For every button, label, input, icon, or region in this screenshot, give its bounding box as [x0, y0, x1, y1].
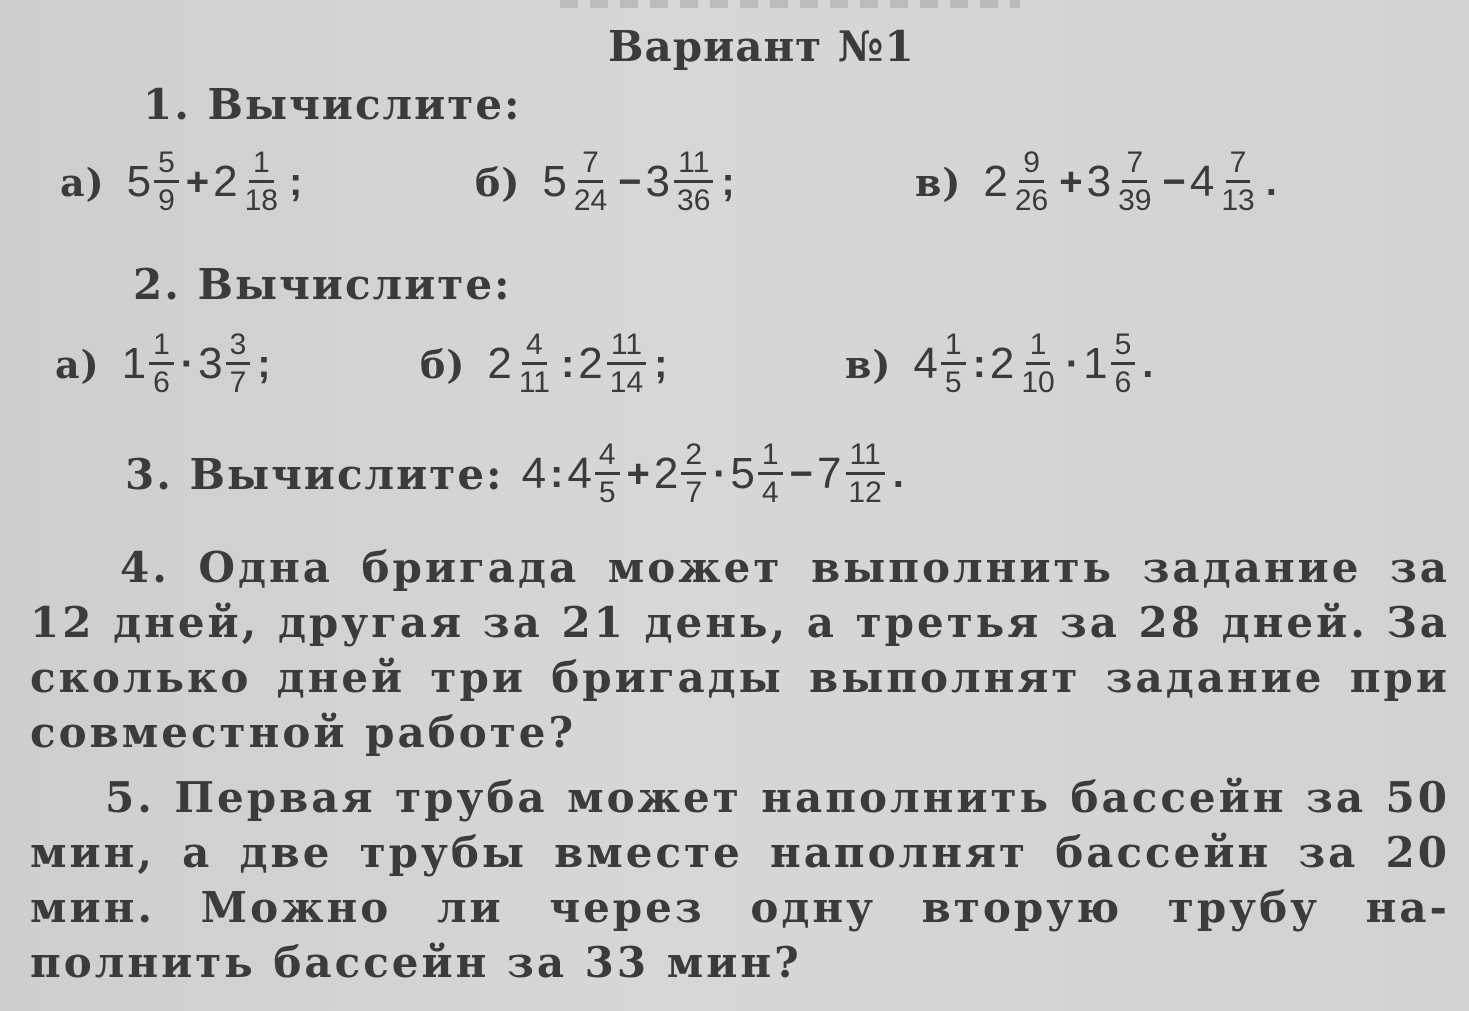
operator: : [972, 341, 986, 386]
operator: · [180, 341, 195, 386]
punctuation: ; [289, 159, 303, 204]
fraction: $\frac{7}{24}$ [573, 146, 608, 217]
task4-paragraph [30, 540, 1450, 760]
task1-c [915, 148, 1281, 216]
operator: + [1059, 159, 1083, 204]
task2-b [420, 330, 671, 398]
item-letter: в) [845, 341, 892, 387]
task1-heading: 1. Вычислите: [143, 80, 522, 129]
fraction: $\frac{1}{4}$ [758, 440, 783, 508]
fraction: $\frac{1}{10}$ [1021, 328, 1055, 399]
task2-c [845, 330, 1157, 398]
task4-number: 4. [120, 543, 170, 592]
fraction: $\frac{3}{7}$ [226, 330, 251, 398]
operator: − [789, 451, 813, 496]
operator: : [550, 451, 564, 496]
whole-number: 5 [730, 449, 755, 498]
fraction: $\frac{7}{13}$ [1221, 146, 1255, 217]
item-letter: б) [475, 159, 521, 205]
fraction: $\frac{1}{18}$ [244, 146, 278, 217]
task5-text: Первая труба может наполнить бассейн за 50 мин, а две трубы вместе наполнят бассейн за 20 мин. Можно ли через одну вторую трубу на-полнить бассейн за 33 мин? [30, 773, 1450, 987]
fraction: $\frac{4}{11}$ [518, 328, 550, 399]
task5-number: 5. [105, 773, 155, 822]
operator: : [560, 341, 575, 386]
task1-a [60, 148, 306, 216]
whole-number: 1 [1083, 339, 1108, 388]
fraction: $\frac{5}{6}$ [1111, 330, 1136, 398]
fraction: $\frac{11}{12}$ [844, 440, 885, 508]
item-letter: а) [60, 159, 105, 205]
operator: + [185, 159, 210, 204]
whole-number: 3 [645, 157, 671, 206]
fraction: $\frac{4}{5}$ [595, 440, 620, 508]
task1-b [475, 148, 739, 216]
task5-paragraph [30, 770, 1450, 990]
whole-number: 5 [542, 157, 567, 206]
fraction: $\frac{11}{14}$ [606, 330, 647, 398]
whole-number: 2 [983, 157, 1008, 206]
task2-a [55, 330, 275, 398]
operator: · [1065, 341, 1080, 386]
task4-text: Одна бригада может выполнить задание за 12 дней, другая за 21 день, а третья за 28 дней. За сколько дней три бригады выполнят задание при совместной работе? [30, 543, 1451, 757]
fraction: $\frac{5}{9}$ [154, 148, 179, 216]
operator: − [618, 159, 642, 204]
item-letter: в) [915, 159, 962, 205]
fraction: $\frac{11}{36}$ [673, 148, 714, 216]
whole-number: 3 [198, 339, 223, 388]
whole-number: 5 [126, 157, 152, 206]
operator: + [626, 451, 650, 496]
whole-number: 4 [521, 449, 547, 498]
whole-number: 2 [989, 339, 1015, 388]
punctuation: . [1265, 159, 1277, 204]
fraction: $\frac{1}{5}$ [941, 330, 966, 398]
fraction: $\frac{2}{7}$ [681, 440, 706, 508]
punctuation: ; [721, 159, 735, 204]
item-letter: б) [420, 341, 466, 387]
task3 [125, 440, 908, 508]
punctuation: . [1142, 341, 1154, 386]
fraction: $\frac{7}{39}$ [1118, 146, 1152, 217]
item-letter: а) [55, 341, 100, 387]
whole-number: 4 [567, 449, 592, 498]
punctuation: . [892, 451, 904, 496]
fraction: $\frac{9}{26}$ [1014, 146, 1049, 217]
operator: · [713, 451, 727, 496]
top-edge-strip [560, 0, 1020, 8]
variant-title: Вариант №1 [608, 22, 915, 71]
punctuation: ; [257, 341, 271, 386]
whole-number: 2 [653, 449, 679, 498]
fraction: $\frac{1}{6}$ [149, 330, 174, 398]
operator: − [1162, 159, 1186, 204]
task3-heading: 3. Вычислите: [125, 449, 504, 499]
task2-heading: 2. Вычислите: [133, 260, 512, 309]
whole-number: 2 [578, 339, 603, 388]
whole-number: 4 [913, 339, 938, 388]
whole-number: 2 [213, 157, 238, 206]
whole-number: 7 [816, 449, 842, 498]
whole-number: 2 [487, 339, 512, 388]
whole-number: 1 [121, 339, 147, 388]
punctuation: ; [654, 341, 668, 386]
whole-number: 3 [1086, 157, 1112, 206]
whole-number: 4 [1189, 157, 1215, 206]
